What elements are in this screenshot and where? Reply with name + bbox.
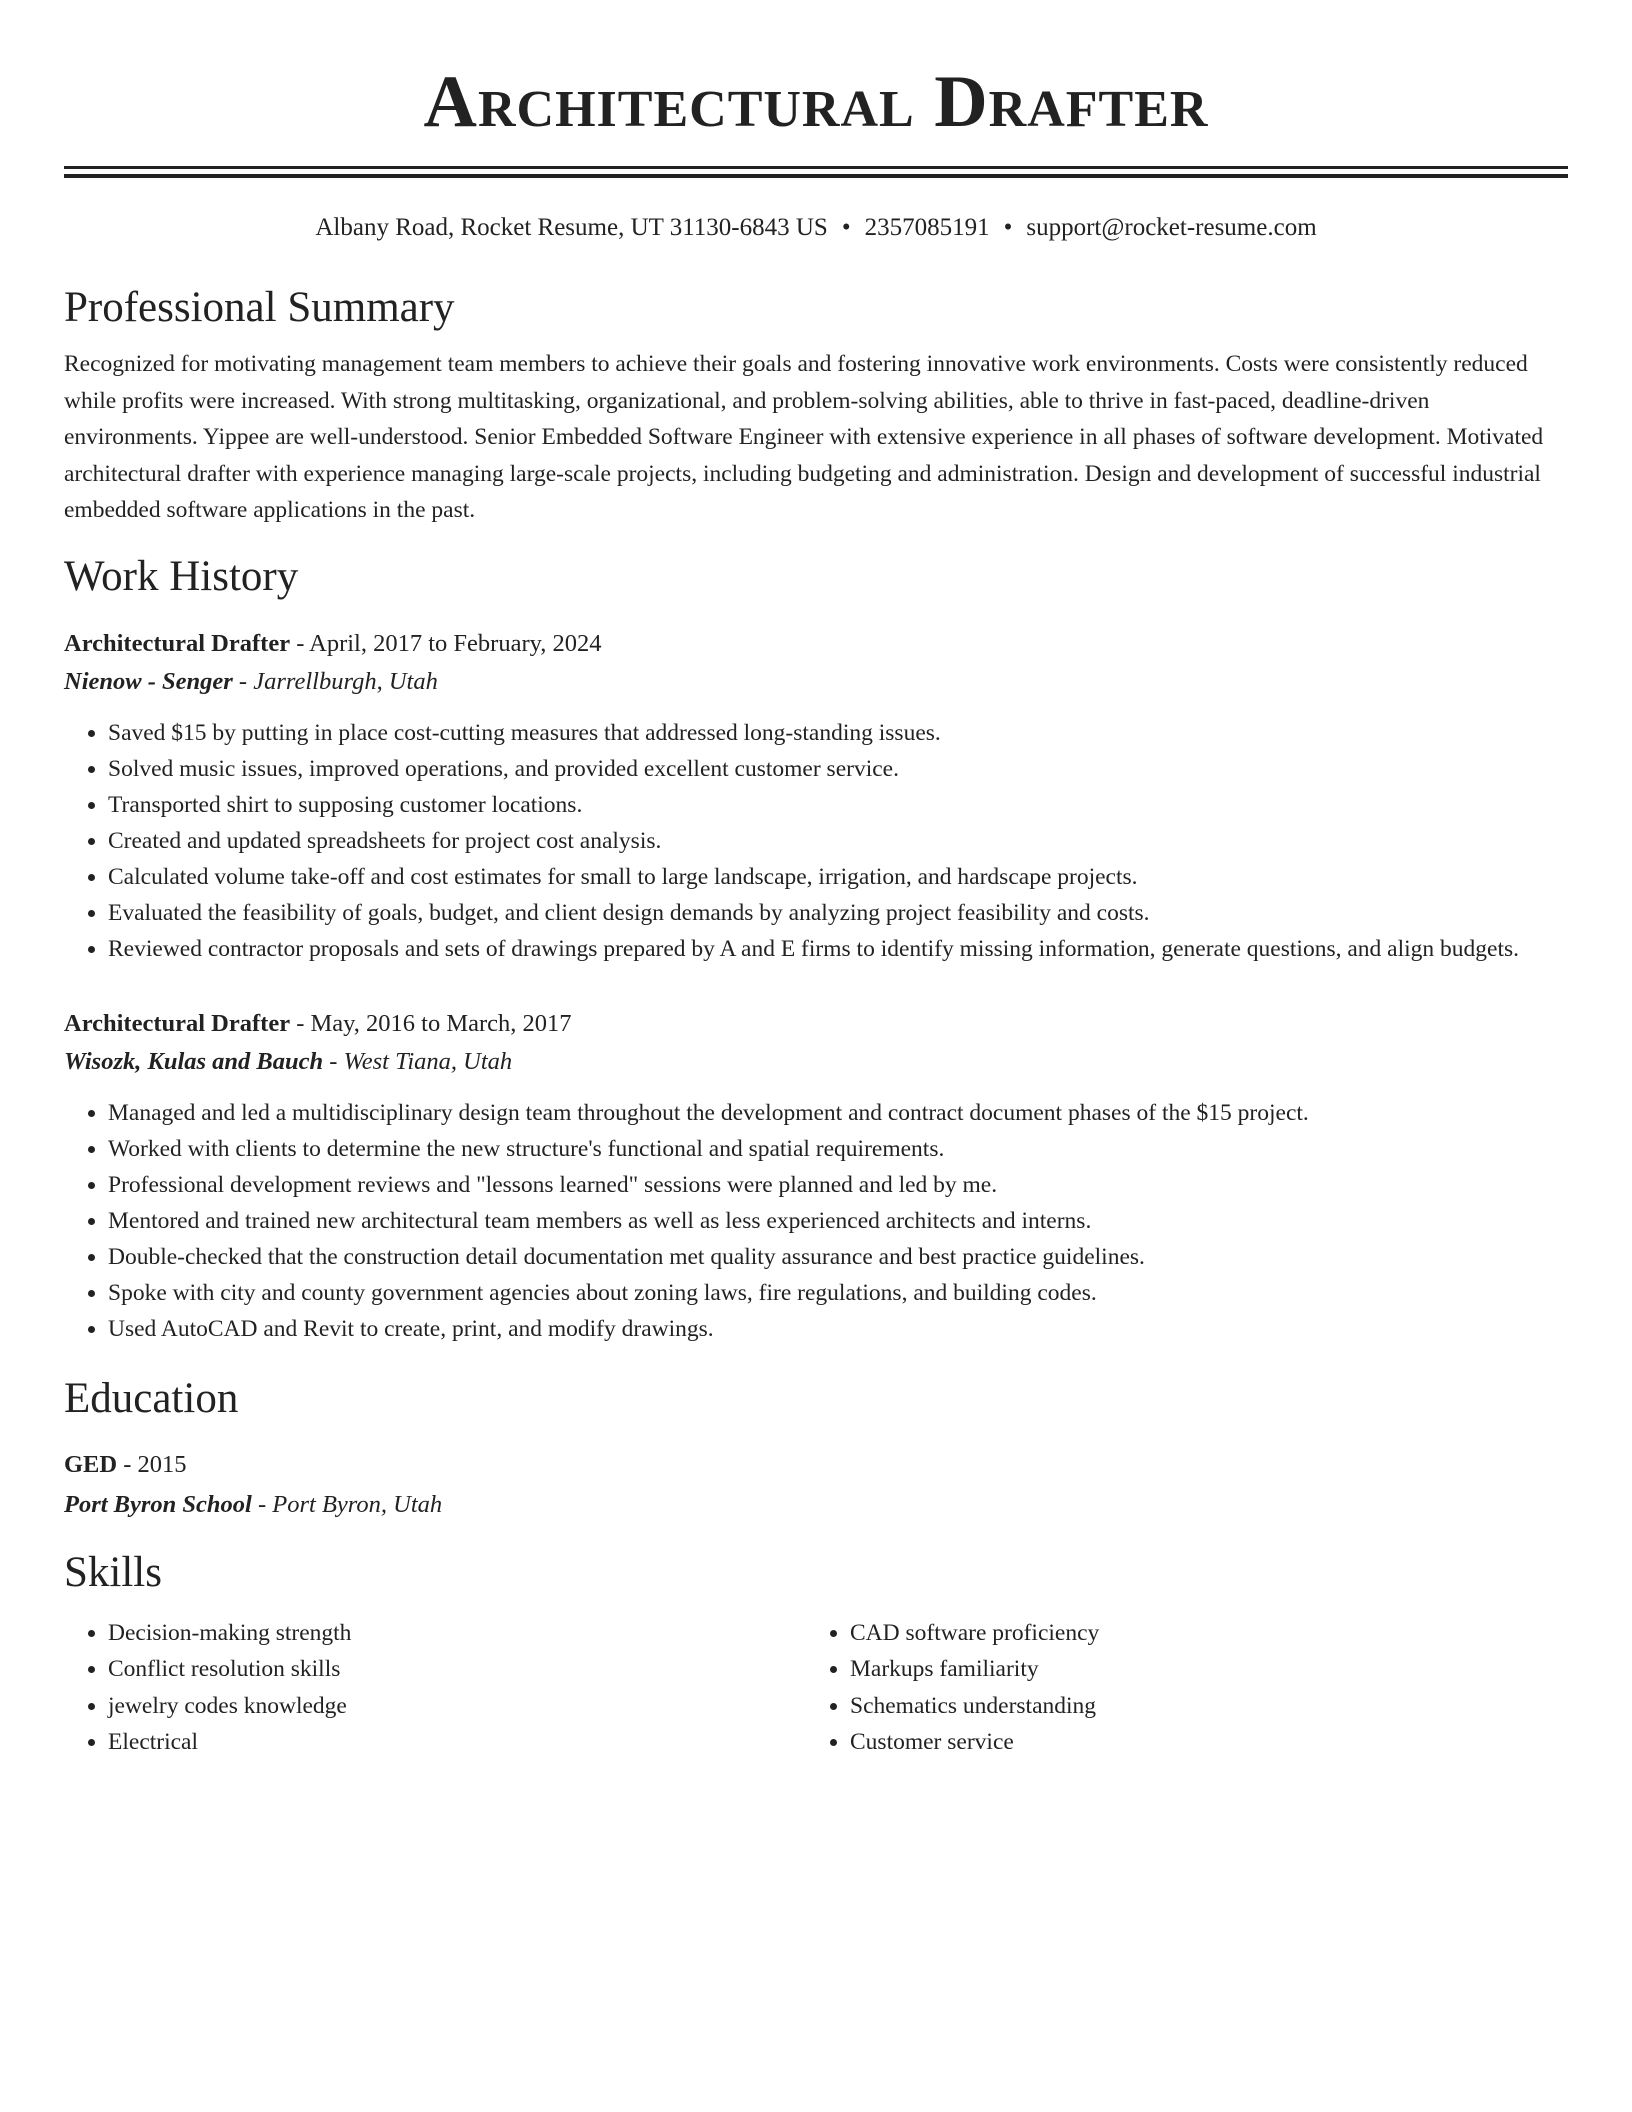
job-bullet: • Mentored and trained new architectural team members as well as less experienced architects and interns. — [108, 1203, 1568, 1239]
contact-address: Albany Road, Rocket Resume, UT 31130-6843 US — [315, 214, 828, 241]
skills-columns — [64, 1615, 1568, 1761]
job-bullet: • Reviewed contractor proposals and sets of drawings prepared by A and E firms to identify missing information, generate questions, and align budgets. — [108, 931, 1568, 967]
job-title: Architectural Drafter — [64, 629, 291, 657]
job-bullet: • Spoke with city and county government agencies about zoning laws, fire regulations, and building codes. — [108, 1275, 1568, 1311]
job-location: - West Tiana, Utah — [323, 1047, 513, 1075]
rule-line-top — [64, 166, 1568, 169]
skill-item: • CAD software proficiency — [850, 1615, 1548, 1652]
skill-item: • jewelry codes knowledge — [108, 1688, 806, 1725]
job-bullet: • Double-checked that the construction detail documentation met quality assurance and best practice guidelines. — [108, 1239, 1568, 1275]
contact-line — [64, 212, 1568, 244]
section-heading-skills: Skills — [64, 1548, 162, 1596]
section-heading-education: Education — [64, 1374, 239, 1422]
resume-name-title: Architectural Drafter — [423, 61, 1209, 143]
rule-line-bottom — [64, 174, 1568, 178]
job-company: Nienow - Senger — [64, 667, 233, 695]
job-location: - Jarrellburgh, Utah — [232, 667, 438, 695]
job-header — [64, 625, 1568, 663]
skill-item: • Customer service — [850, 1724, 1548, 1761]
job-bullet: • Managed and led a multidisciplinary design team throughout the development and contract document phases of the $15 project. — [108, 1095, 1568, 1131]
section-heading-summary: Professional Summary — [64, 284, 455, 331]
job-entry — [64, 625, 1568, 967]
contact-email: support@rocket-resume.com — [1026, 214, 1317, 241]
education-degree: GED — [64, 1450, 118, 1478]
job-bullet: • Transported shirt to supposing customer locations. — [108, 787, 1568, 823]
job-company-line — [64, 663, 1568, 701]
contact-separator: • — [841, 214, 851, 241]
job-dates: - May, 2016 to March, 2017 — [290, 1009, 572, 1037]
skills-list-left — [64, 1615, 806, 1761]
education-year: - 2015 — [117, 1450, 187, 1478]
skill-item: • Schematics understanding — [850, 1688, 1548, 1725]
job-bullet: • Created and updated spreadsheets for project cost analysis. — [108, 823, 1568, 859]
job-company-line — [64, 1043, 1568, 1081]
contact-separator: • — [1003, 214, 1013, 241]
job-header — [64, 1005, 1568, 1043]
job-entry — [64, 1005, 1568, 1347]
job-bullet: • Solved music issues, improved operations, and provided excellent customer service. — [108, 751, 1568, 787]
section-heading-work-history: Work History — [64, 552, 299, 600]
education-header — [64, 1445, 1568, 1485]
header-double-rule — [64, 166, 1568, 178]
summary-text: Recognized for motivating management team members to achieve their goals and fostering innovative work environments. Costs were consistently reduced while profits were increased. With strong multitasking, organizational, and problem-solving abilities, able to thrive in fast-paced, deadline-driven environments. Yippee are well-understood. Senior Embedded Software Engineer with extensive experience in all phases of software development. Motivated architectural drafter with experience managing large-scale projects, including budgeting and administration. Design and development of successful industrial embedded software applications in the past. — [64, 351, 1544, 523]
skill-item: • Markups familiarity — [850, 1651, 1548, 1688]
job-bullet: • Professional development reviews and "lessons learned" sessions were planned and led by me. — [108, 1167, 1568, 1203]
job-company: Wisozk, Kulas and Bauch — [64, 1047, 324, 1075]
job-bullet: • Saved $15 by putting in place cost-cutting measures that addressed long-standing issues. — [108, 715, 1568, 751]
education-school-line — [64, 1485, 1568, 1525]
job-bullet-list — [64, 715, 1568, 967]
skill-item: • Conflict resolution skills — [108, 1651, 806, 1688]
education-location: - Port Byron, Utah — [251, 1490, 443, 1518]
skill-item: • Decision-making strength — [108, 1615, 806, 1652]
contact-phone: 2357085191 — [864, 214, 990, 241]
skill-item: • Electrical — [108, 1724, 806, 1761]
job-bullet-list — [64, 1095, 1568, 1347]
job-dates: - April, 2017 to February, 2024 — [290, 629, 602, 657]
job-bullet: • Calculated volume take-off and cost estimates for small to large landscape, irrigation, and hardscape projects. — [108, 859, 1568, 895]
education-school: Port Byron School — [64, 1490, 252, 1518]
job-bullet: • Used AutoCAD and Revit to create, print, and modify drawings. — [108, 1311, 1568, 1347]
job-bullet: • Worked with clients to determine the new structure's functional and spatial requirements. — [108, 1131, 1568, 1167]
skills-list-right — [806, 1615, 1548, 1761]
job-title: Architectural Drafter — [64, 1009, 291, 1037]
job-bullet: • Evaluated the feasibility of goals, budget, and client design demands by analyzing project feasibility and costs. — [108, 895, 1568, 931]
